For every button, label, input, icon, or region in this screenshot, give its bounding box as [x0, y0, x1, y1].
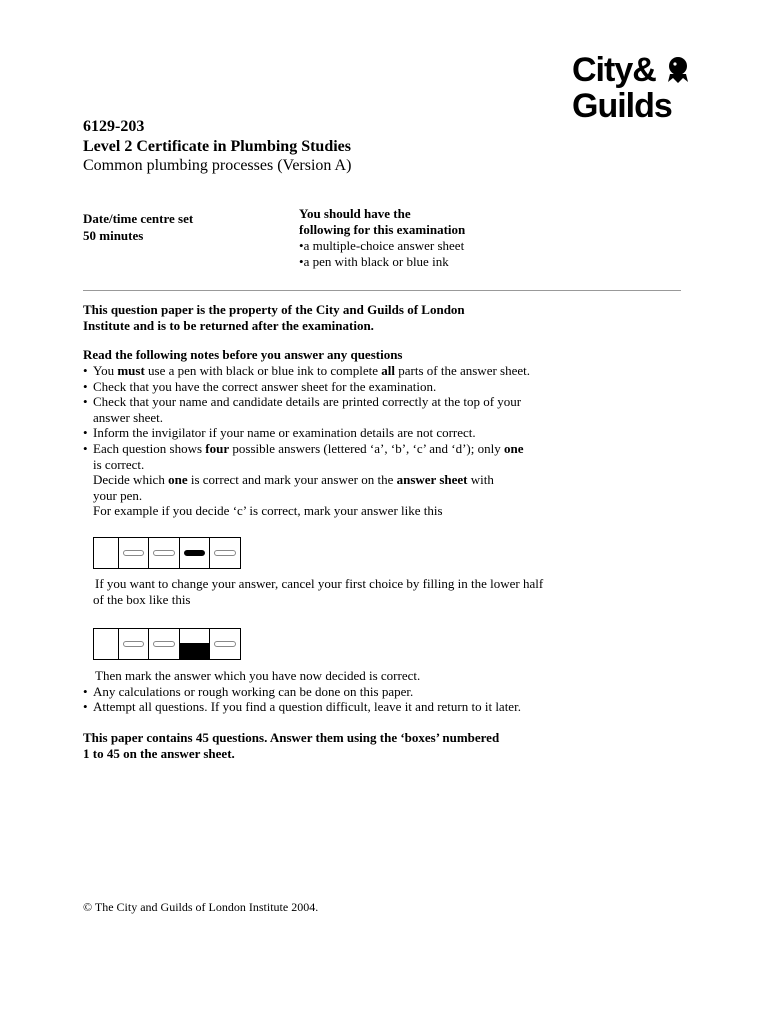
bullet-icon: •	[83, 363, 88, 378]
requirement-item: •a multiple-choice answer sheet	[299, 238, 465, 253]
closing-line-2: 1 to 45 on the answer sheet.	[83, 746, 235, 761]
note-item: • Check that you have the correct answer sheet for the examination.	[83, 378, 437, 394]
property-line-2: Institute and is to be returned after the examination.	[83, 318, 374, 333]
paper-code: 6129-203	[83, 118, 145, 135]
box-cell-d	[209, 629, 240, 659]
empty-mark	[153, 641, 175, 647]
logo-line-2: Guilds	[572, 87, 672, 125]
note-continuation: Decide which one is correct and mark your answer on the answer sheet with	[93, 472, 494, 488]
bullet-icon: •	[299, 254, 304, 269]
bullet-icon: •	[83, 378, 88, 394]
note-item: • Attempt all questions. If you find a question difficult, leave it and return to it later.	[83, 699, 521, 715]
note-item: • Check that your name and candidate details are printed correctly at the top of your	[83, 394, 522, 410]
notes-list	[83, 363, 643, 519]
filled-mark	[184, 550, 206, 556]
box-cell-d	[209, 538, 240, 568]
box-cell-b	[148, 538, 179, 568]
empty-mark	[214, 641, 236, 647]
box-cell	[94, 538, 118, 568]
date-label: Date/time centre set	[83, 211, 194, 226]
note-item: • Each question shows four possible answers (lettered ‘a’, ‘b’, ‘c’ and ‘d’); only one	[83, 440, 524, 456]
note-continuation: For example if you decide ‘c’ is correct, mark your answer like this	[93, 503, 443, 519]
divider	[83, 290, 681, 291]
note-item: • Any calculations or rough working can be done on this paper.	[83, 683, 414, 699]
requirements-heading	[299, 206, 465, 238]
change-line-1: If you want to change your answer, cancel your first choice by filling in the lower half	[95, 576, 544, 591]
logo-line-1: City&	[572, 51, 656, 89]
note-item: • You must use a pen with black or blue ink to complete all parts of the answer sheet.	[83, 363, 531, 378]
note-item: • Inform the invigilator if your name or examination details are not correct.	[83, 425, 476, 441]
final-notes	[83, 668, 643, 715]
note-continuation: is correct.	[93, 456, 145, 472]
empty-mark	[153, 550, 175, 556]
closing-line-1: This paper contains 45 questions. Answer them using the ‘boxes’ numbered	[83, 730, 500, 745]
requirements-list	[299, 238, 464, 270]
bullet-icon: •	[83, 683, 88, 699]
duration: 50 minutes	[83, 228, 144, 243]
note-continuation: your pen.	[93, 487, 143, 503]
copyright: © The City and Guilds of London Institute 2004.	[83, 900, 319, 914]
property-line-1: This question paper is the property of the City and Guilds of London	[83, 302, 465, 317]
box-cell-c	[179, 629, 210, 659]
cancelled-fill	[180, 643, 210, 659]
notes-heading: Read the following notes before you answer any questions	[83, 347, 403, 362]
then-line: Then mark the answer which you have now decided is correct.	[95, 668, 421, 683]
empty-mark	[214, 550, 236, 556]
paper-subtitle: Common plumbing processes (Version A)	[83, 157, 352, 174]
change-line-2: of the box like this	[93, 592, 191, 607]
bullet-icon: •	[83, 440, 88, 456]
bullet-icon: •	[299, 238, 304, 253]
bullet-icon: •	[83, 699, 88, 715]
box-cell-b	[148, 629, 179, 659]
example-cancelled-box	[93, 628, 241, 660]
empty-mark	[123, 550, 145, 556]
bullet-icon: •	[83, 394, 88, 410]
change-instructions	[83, 576, 643, 608]
note-continuation: answer sheet.	[93, 409, 164, 425]
requirement-item: •a pen with black or blue ink	[299, 254, 449, 269]
box-cell-a	[118, 538, 149, 568]
example-answer-box	[93, 537, 241, 569]
exam-timing	[83, 210, 193, 244]
box-cell	[94, 629, 118, 659]
requirements-line-1: You should have the	[299, 206, 411, 221]
city-and-guilds-logo	[572, 52, 692, 127]
lion-icon	[664, 54, 692, 84]
box-cell-a	[118, 629, 149, 659]
empty-mark	[123, 641, 145, 647]
property-notice	[83, 302, 543, 334]
certificate-title: Level 2 Certificate in Plumbing Studies	[83, 138, 351, 155]
requirements-line-2: following for this examination	[299, 222, 466, 237]
closing-instructions	[83, 730, 563, 762]
bullet-icon: •	[83, 425, 88, 441]
box-cell-c	[179, 538, 210, 568]
